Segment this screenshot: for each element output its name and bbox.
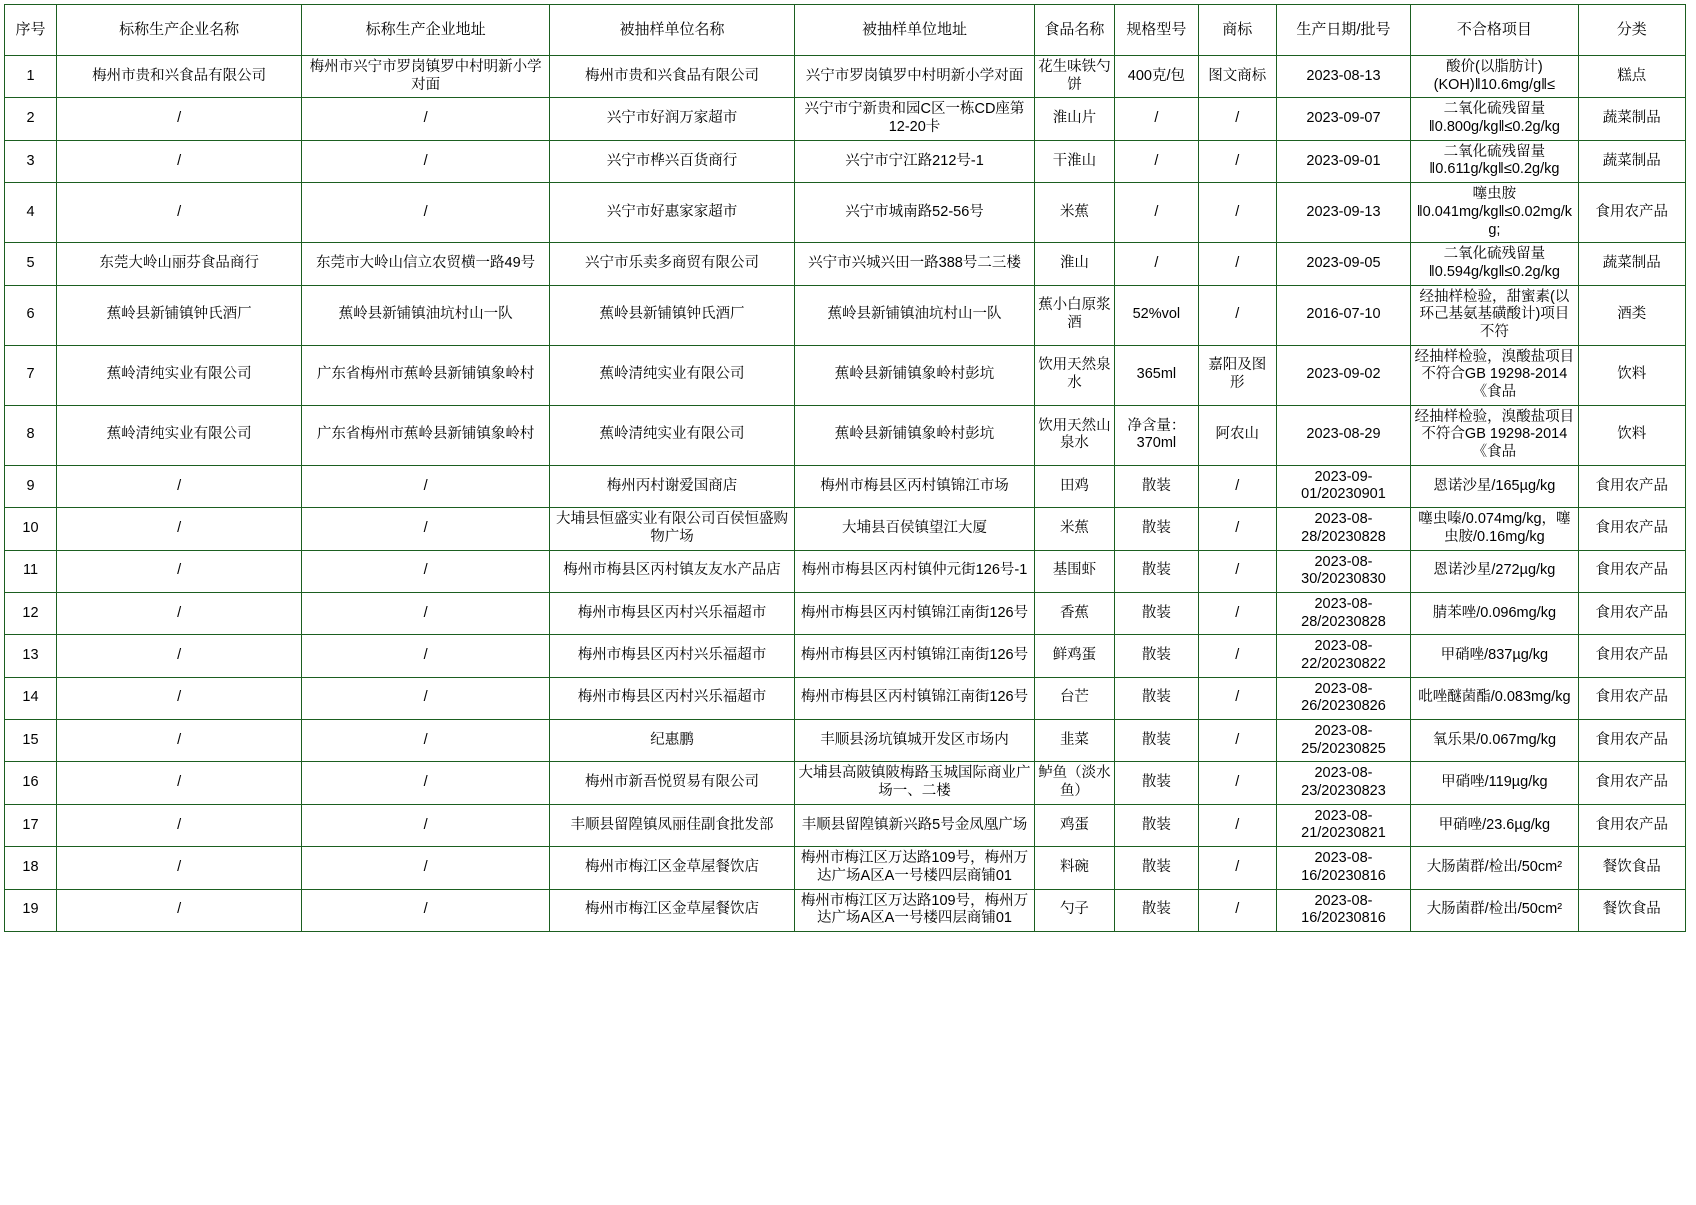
cell-food-name: 饮用天然山泉水 — [1034, 405, 1114, 465]
cell-producer-name: / — [57, 592, 302, 634]
cell-failed-item: 吡唑醚菌酯/0.083mg/kg — [1411, 677, 1578, 719]
table-row — [5, 720, 1686, 762]
cell-spec: / — [1115, 243, 1199, 285]
column-header-sampled-address: 被抽样单位地址 — [795, 5, 1035, 56]
table-row — [5, 762, 1686, 804]
cell-brand: / — [1198, 762, 1276, 804]
cell-category: 蔬菜制品 — [1578, 98, 1685, 140]
cell-brand: / — [1198, 183, 1276, 243]
cell-producer-address: / — [302, 677, 550, 719]
cell-producer-name: / — [57, 762, 302, 804]
column-header-spec: 规格型号 — [1115, 5, 1199, 56]
cell-category: 饮料 — [1578, 405, 1685, 465]
cell-sampled-name: 梅州市梅县区丙村镇友友水产品店 — [549, 550, 794, 592]
cell-food-name: 蕉小白原浆酒 — [1034, 285, 1114, 345]
cell-spec: 散装 — [1115, 804, 1199, 846]
cell-brand: / — [1198, 243, 1276, 285]
cell-producer-address: / — [302, 804, 550, 846]
cell-failed-item: 甲硝唑/119µg/kg — [1411, 762, 1578, 804]
table-row — [5, 56, 1686, 98]
cell-producer-name: / — [57, 183, 302, 243]
cell-index: 18 — [5, 847, 57, 889]
cell-sampled-name: 梅州市梅江区金草屋餐饮店 — [549, 889, 794, 931]
cell-category: 蔬菜制品 — [1578, 243, 1685, 285]
column-header-sampled-name: 被抽样单位名称 — [549, 5, 794, 56]
cell-producer-address: 广东省梅州市蕉岭县新铺镇象岭村 — [302, 405, 550, 465]
table-row — [5, 635, 1686, 677]
cell-sampled-address: 梅州市梅县区丙村镇锦江南街126号 — [795, 635, 1035, 677]
table-row — [5, 847, 1686, 889]
cell-date: 2023-08-13 — [1276, 56, 1411, 98]
cell-producer-name: / — [57, 804, 302, 846]
cell-brand: 阿农山 — [1198, 405, 1276, 465]
column-header-brand: 商标 — [1198, 5, 1276, 56]
cell-producer-address: / — [302, 140, 550, 182]
cell-food-name: 台芒 — [1034, 677, 1114, 719]
cell-brand: / — [1198, 720, 1276, 762]
cell-food-name: 勺子 — [1034, 889, 1114, 931]
cell-producer-name: / — [57, 635, 302, 677]
cell-producer-name: / — [57, 720, 302, 762]
cell-producer-name: / — [57, 847, 302, 889]
column-header-failed-item: 不合格项目 — [1411, 5, 1578, 56]
cell-sampled-address: 丰顺县汤坑镇城开发区市场内 — [795, 720, 1035, 762]
cell-category: 食用农产品 — [1578, 720, 1685, 762]
cell-date: 2023-09-13 — [1276, 183, 1411, 243]
cell-producer-name: 蕉岭县新铺镇钟氏酒厂 — [57, 285, 302, 345]
cell-sampled-name: 蕉岭清纯实业有限公司 — [549, 405, 794, 465]
cell-food-name: 淮山 — [1034, 243, 1114, 285]
table-row — [5, 243, 1686, 285]
cell-sampled-name: 纪惠鹏 — [549, 720, 794, 762]
cell-index: 15 — [5, 720, 57, 762]
cell-spec: 散装 — [1115, 677, 1199, 719]
cell-index: 9 — [5, 465, 57, 507]
cell-category: 餐饮食品 — [1578, 847, 1685, 889]
cell-producer-address: / — [302, 889, 550, 931]
cell-index: 19 — [5, 889, 57, 931]
cell-category: 蔬菜制品 — [1578, 140, 1685, 182]
cell-sampled-name: 兴宁市乐卖多商贸有限公司 — [549, 243, 794, 285]
cell-failed-item: 恩诺沙星/165µg/kg — [1411, 465, 1578, 507]
cell-brand: / — [1198, 98, 1276, 140]
cell-food-name: 香蕉 — [1034, 592, 1114, 634]
cell-failed-item: 噻虫嗪/0.074mg/kg，噻虫胺/0.16mg/kg — [1411, 508, 1578, 550]
cell-sampled-address: 蕉岭县新铺镇象岭村彭坑 — [795, 345, 1035, 405]
column-header-producer-name: 标称生产企业名称 — [57, 5, 302, 56]
cell-brand: / — [1198, 889, 1276, 931]
table-row — [5, 140, 1686, 182]
cell-food-name: 料碗 — [1034, 847, 1114, 889]
cell-index: 10 — [5, 508, 57, 550]
column-header-date: 生产日期/批号 — [1276, 5, 1411, 56]
cell-sampled-address: 梅州市梅江区万达路109号，梅州万达广场A区A一号楼四层商铺01 — [795, 847, 1035, 889]
cell-producer-address: / — [302, 592, 550, 634]
cell-date: 2023-08-22/20230822 — [1276, 635, 1411, 677]
cell-producer-name: / — [57, 550, 302, 592]
cell-sampled-address: 兴宁市宁新贵和园C区一栋CD座第12-20卡 — [795, 98, 1035, 140]
cell-producer-name: / — [57, 98, 302, 140]
cell-producer-name: 蕉岭清纯实业有限公司 — [57, 345, 302, 405]
column-header-food-name: 食品名称 — [1034, 5, 1114, 56]
cell-date: 2023-08-21/20230821 — [1276, 804, 1411, 846]
cell-date: 2023-09-01/20230901 — [1276, 465, 1411, 507]
cell-food-name: 韭菜 — [1034, 720, 1114, 762]
cell-producer-name: 蕉岭清纯实业有限公司 — [57, 405, 302, 465]
cell-sampled-address: 蕉岭县新铺镇象岭村彭坑 — [795, 405, 1035, 465]
cell-date: 2023-08-23/20230823 — [1276, 762, 1411, 804]
cell-failed-item: 二氧化硫残留量‖0.800g/kg‖≤0.2g/kg — [1411, 98, 1578, 140]
cell-index: 5 — [5, 243, 57, 285]
cell-category: 食用农产品 — [1578, 804, 1685, 846]
cell-category: 食用农产品 — [1578, 592, 1685, 634]
cell-sampled-address: 兴宁市兴城兴田一路388号二三楼 — [795, 243, 1035, 285]
cell-producer-name: / — [57, 140, 302, 182]
cell-sampled-name: 梅州市贵和兴食品有限公司 — [549, 56, 794, 98]
cell-food-name: 米蕉 — [1034, 508, 1114, 550]
cell-failed-item: 甲硝唑/837µg/kg — [1411, 635, 1578, 677]
cell-spec: 散装 — [1115, 550, 1199, 592]
cell-spec: / — [1115, 183, 1199, 243]
cell-producer-address: / — [302, 465, 550, 507]
cell-spec: / — [1115, 140, 1199, 182]
cell-producer-address: / — [302, 720, 550, 762]
cell-sampled-address: 兴宁市罗岗镇罗中村明新小学对面 — [795, 56, 1035, 98]
cell-brand: / — [1198, 635, 1276, 677]
cell-producer-address: / — [302, 183, 550, 243]
cell-date: 2023-08-16/20230816 — [1276, 847, 1411, 889]
cell-sampled-name: 蕉岭清纯实业有限公司 — [549, 345, 794, 405]
cell-sampled-name: 丰顺县留隍镇凤丽佳副食批发部 — [549, 804, 794, 846]
cell-category: 食用农产品 — [1578, 762, 1685, 804]
inspection-results-table — [4, 4, 1686, 932]
cell-index: 1 — [5, 56, 57, 98]
cell-sampled-name: 梅州市梅县区丙村兴乐福超市 — [549, 592, 794, 634]
cell-category: 酒类 — [1578, 285, 1685, 345]
cell-food-name: 花生味铁勺饼 — [1034, 56, 1114, 98]
cell-sampled-name: 梅州市梅江区金草屋餐饮店 — [549, 847, 794, 889]
cell-sampled-name: 兴宁市好惠家家超市 — [549, 183, 794, 243]
cell-producer-address: / — [302, 847, 550, 889]
cell-index: 12 — [5, 592, 57, 634]
cell-sampled-address: 梅州市梅县区丙村镇锦江南街126号 — [795, 677, 1035, 719]
cell-brand: 嘉阳及图形 — [1198, 345, 1276, 405]
cell-category: 饮料 — [1578, 345, 1685, 405]
cell-brand: / — [1198, 508, 1276, 550]
table-row — [5, 804, 1686, 846]
cell-sampled-name: 梅州市新吾悦贸易有限公司 — [549, 762, 794, 804]
cell-sampled-address: 梅州市梅江区万达路109号，梅州万达广场A区A一号楼四层商铺01 — [795, 889, 1035, 931]
cell-failed-item: 噻虫胺‖0.041mg/kg‖≤0.02mg/kg; — [1411, 183, 1578, 243]
cell-date: 2016-07-10 — [1276, 285, 1411, 345]
cell-brand: / — [1198, 677, 1276, 719]
cell-index: 2 — [5, 98, 57, 140]
cell-failed-item: 二氧化硫残留量‖0.594g/kg‖≤0.2g/kg — [1411, 243, 1578, 285]
table-row — [5, 285, 1686, 345]
cell-date: 2023-08-28/20230828 — [1276, 592, 1411, 634]
cell-date: 2023-08-16/20230816 — [1276, 889, 1411, 931]
cell-brand: / — [1198, 285, 1276, 345]
cell-failed-item: 甲硝唑/23.6µg/kg — [1411, 804, 1578, 846]
cell-failed-item: 腈苯唑/0.096mg/kg — [1411, 592, 1578, 634]
column-header-producer-address: 标称生产企业地址 — [302, 5, 550, 56]
cell-food-name: 饮用天然泉水 — [1034, 345, 1114, 405]
cell-spec: 散装 — [1115, 889, 1199, 931]
column-header-index: 序号 — [5, 5, 57, 56]
table-row — [5, 508, 1686, 550]
cell-date: 2023-08-25/20230825 — [1276, 720, 1411, 762]
cell-spec: 52%vol — [1115, 285, 1199, 345]
table-row — [5, 345, 1686, 405]
cell-producer-address: 梅州市兴宁市罗岗镇罗中村明新小学对面 — [302, 56, 550, 98]
cell-producer-name: / — [57, 677, 302, 719]
cell-food-name: 鸡蛋 — [1034, 804, 1114, 846]
table-row — [5, 405, 1686, 465]
cell-sampled-address: 蕉岭县新铺镇油坑村山一队 — [795, 285, 1035, 345]
cell-producer-name: / — [57, 465, 302, 507]
column-header-category: 分类 — [1578, 5, 1685, 56]
cell-index: 3 — [5, 140, 57, 182]
cell-food-name: 鲜鸡蛋 — [1034, 635, 1114, 677]
cell-date: 2023-08-28/20230828 — [1276, 508, 1411, 550]
cell-producer-address: / — [302, 550, 550, 592]
cell-date: 2023-08-30/20230830 — [1276, 550, 1411, 592]
cell-failed-item: 大肠菌群/检出/50cm² — [1411, 889, 1578, 931]
cell-spec: 净含量：370ml — [1115, 405, 1199, 465]
cell-index: 8 — [5, 405, 57, 465]
cell-spec: 365ml — [1115, 345, 1199, 405]
cell-date: 2023-09-01 — [1276, 140, 1411, 182]
cell-spec: / — [1115, 98, 1199, 140]
cell-index: 6 — [5, 285, 57, 345]
cell-category: 糕点 — [1578, 56, 1685, 98]
cell-food-name: 干淮山 — [1034, 140, 1114, 182]
cell-spec: 散装 — [1115, 762, 1199, 804]
cell-brand: / — [1198, 592, 1276, 634]
cell-category: 食用农产品 — [1578, 677, 1685, 719]
cell-failed-item: 经抽样检验，甜蜜素(以环己基氨基磺酸计)项目不符 — [1411, 285, 1578, 345]
cell-index: 14 — [5, 677, 57, 719]
cell-spec: 400克/包 — [1115, 56, 1199, 98]
cell-sampled-name: 梅州市梅县区丙村兴乐福超市 — [549, 635, 794, 677]
table-row — [5, 183, 1686, 243]
cell-brand: / — [1198, 550, 1276, 592]
cell-sampled-address: 梅州市梅县区丙村镇仲元街126号-1 — [795, 550, 1035, 592]
cell-sampled-name: 大埔县恒盛实业有限公司百侯恒盛购物广场 — [549, 508, 794, 550]
cell-sampled-name: 梅州市梅县区丙村兴乐福超市 — [549, 677, 794, 719]
cell-sampled-address: 梅州市梅县区丙村镇锦江南街126号 — [795, 592, 1035, 634]
cell-sampled-address: 兴宁市城南路52-56号 — [795, 183, 1035, 243]
cell-producer-address: 东莞市大岭山信立农贸横一路49号 — [302, 243, 550, 285]
cell-food-name: 基围虾 — [1034, 550, 1114, 592]
cell-failed-item: 经抽样检验，溴酸盐项目不符合GB 19298-2014《食品 — [1411, 405, 1578, 465]
cell-brand: / — [1198, 804, 1276, 846]
cell-sampled-name: 蕉岭县新铺镇钟氏酒厂 — [549, 285, 794, 345]
cell-spec: 散装 — [1115, 635, 1199, 677]
cell-failed-item: 经抽样检验，溴酸盐项目不符合GB 19298-2014《食品 — [1411, 345, 1578, 405]
cell-category: 食用农产品 — [1578, 508, 1685, 550]
cell-producer-address: / — [302, 762, 550, 804]
cell-producer-address: / — [302, 508, 550, 550]
cell-spec: 散装 — [1115, 592, 1199, 634]
cell-producer-address: 广东省梅州市蕉岭县新铺镇象岭村 — [302, 345, 550, 405]
cell-producer-address: / — [302, 635, 550, 677]
table-row — [5, 677, 1686, 719]
cell-spec: 散装 — [1115, 720, 1199, 762]
table-row — [5, 889, 1686, 931]
cell-food-name: 米蕉 — [1034, 183, 1114, 243]
cell-index: 4 — [5, 183, 57, 243]
cell-date: 2023-08-26/20230826 — [1276, 677, 1411, 719]
cell-category: 餐饮食品 — [1578, 889, 1685, 931]
cell-failed-item: 氧乐果/0.067mg/kg — [1411, 720, 1578, 762]
cell-sampled-name: 梅州丙村谢爱国商店 — [549, 465, 794, 507]
cell-spec: 散装 — [1115, 465, 1199, 507]
table-row — [5, 98, 1686, 140]
cell-producer-address: / — [302, 98, 550, 140]
cell-date: 2023-08-29 — [1276, 405, 1411, 465]
cell-sampled-address: 兴宁市宁江路212号-1 — [795, 140, 1035, 182]
cell-producer-name: 梅州市贵和兴食品有限公司 — [57, 56, 302, 98]
table-row — [5, 592, 1686, 634]
cell-brand: / — [1198, 465, 1276, 507]
cell-category: 食用农产品 — [1578, 550, 1685, 592]
cell-food-name: 田鸡 — [1034, 465, 1114, 507]
table-row — [5, 465, 1686, 507]
cell-sampled-name: 兴宁市桦兴百货商行 — [549, 140, 794, 182]
cell-producer-name: 东莞大岭山丽芬食品商行 — [57, 243, 302, 285]
cell-category: 食用农产品 — [1578, 465, 1685, 507]
cell-date: 2023-09-02 — [1276, 345, 1411, 405]
cell-sampled-name: 兴宁市好润万家超市 — [549, 98, 794, 140]
cell-food-name: 鲈鱼（淡水鱼） — [1034, 762, 1114, 804]
cell-sampled-address: 梅州市梅县区丙村镇锦江市场 — [795, 465, 1035, 507]
cell-food-name: 淮山片 — [1034, 98, 1114, 140]
cell-brand: 图文商标 — [1198, 56, 1276, 98]
table-header-row — [5, 5, 1686, 56]
cell-category: 食用农产品 — [1578, 635, 1685, 677]
cell-producer-address: 蕉岭县新铺镇油坑村山一队 — [302, 285, 550, 345]
cell-index: 11 — [5, 550, 57, 592]
cell-producer-name: / — [57, 889, 302, 931]
cell-date: 2023-09-05 — [1276, 243, 1411, 285]
cell-index: 7 — [5, 345, 57, 405]
cell-failed-item: 酸价(以脂肪计)(KOH)‖10.6mg/g‖≤ — [1411, 56, 1578, 98]
cell-spec: 散装 — [1115, 508, 1199, 550]
table-row — [5, 550, 1686, 592]
cell-index: 13 — [5, 635, 57, 677]
cell-failed-item: 恩诺沙星/272µg/kg — [1411, 550, 1578, 592]
cell-index: 16 — [5, 762, 57, 804]
cell-date: 2023-09-07 — [1276, 98, 1411, 140]
cell-failed-item: 二氧化硫残留量‖0.611g/kg‖≤0.2g/kg — [1411, 140, 1578, 182]
cell-sampled-address: 大埔县百侯镇望江大厦 — [795, 508, 1035, 550]
cell-brand: / — [1198, 140, 1276, 182]
table-body — [5, 56, 1686, 932]
cell-spec: 散装 — [1115, 847, 1199, 889]
cell-sampled-address: 大埔县高陂镇陂梅路玉城国际商业广场一、二楼 — [795, 762, 1035, 804]
cell-producer-name: / — [57, 508, 302, 550]
cell-sampled-address: 丰顺县留隍镇新兴路5号金凤凰广场 — [795, 804, 1035, 846]
cell-failed-item: 大肠菌群/检出/50cm² — [1411, 847, 1578, 889]
cell-brand: / — [1198, 847, 1276, 889]
cell-category: 食用农产品 — [1578, 183, 1685, 243]
cell-index: 17 — [5, 804, 57, 846]
